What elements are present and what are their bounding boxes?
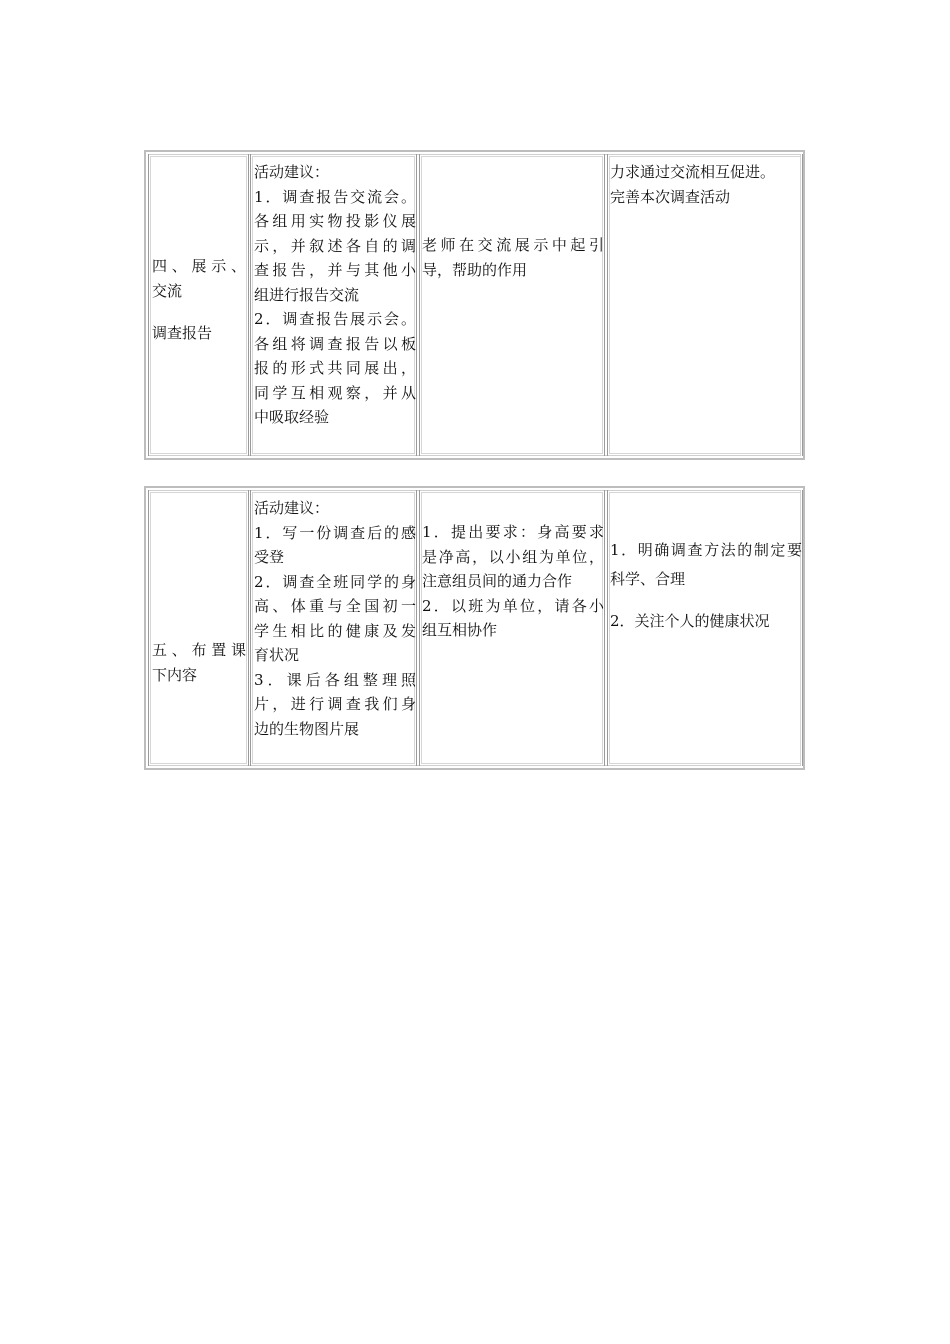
intent-line: 2．关注个人的健康状况: [610, 612, 770, 630]
design-intent-cell: [607, 154, 803, 456]
student-line: 查报告，并与其他小: [254, 261, 416, 279]
stage-line: 交流: [152, 281, 183, 300]
lesson-table-5: [144, 486, 805, 770]
teacher-line: 注意组员间的通力合作: [422, 572, 573, 590]
stage-line: 五、布置课: [152, 641, 246, 659]
intent-line: 力求通过交流相互促进。: [610, 163, 776, 181]
intent-line: 完善本次调查活动: [610, 187, 731, 206]
student-line: 2．调查全班同学的身: [254, 572, 416, 591]
teacher-line: 1．提出要求：身高要求: [422, 523, 604, 541]
stage-cell: [148, 490, 249, 766]
student-activity-cell: [250, 154, 417, 456]
student-line: 学生相比的健康及发: [254, 621, 416, 640]
student-line: 边的生物图片展: [254, 719, 360, 738]
student-line: 3．课后各组整理照: [254, 670, 416, 689]
teacher-line: 组互相协作: [422, 621, 498, 639]
teacher-line: 导，帮助的作用: [422, 260, 528, 279]
teacher-line: 是净高，以小组为单位，: [422, 547, 604, 566]
teacher-line: 2．以班为单位，请各小: [422, 596, 604, 615]
stage-line: 下内容: [152, 665, 198, 684]
student-line: 1．调查报告交流会。: [254, 187, 416, 206]
student-line: 活动建议：: [254, 499, 330, 517]
student-line: 组进行报告交流: [254, 285, 360, 304]
student-line: 受登: [254, 548, 285, 566]
student-line: 1．写一份调查后的感: [254, 523, 416, 542]
design-intent-cell: [607, 490, 803, 766]
student-line: 育状况: [254, 646, 300, 664]
stage-cell: [148, 154, 249, 456]
intent-line: 科学、合理: [610, 569, 686, 588]
student-line: 2．调查报告展示会。: [254, 310, 416, 328]
stage-subtitle: 调查报告: [152, 324, 213, 342]
student-line: 中吸取经验: [254, 408, 330, 426]
student-line: 各组将调查报告以板: [254, 334, 416, 353]
student-line: 各组用实物投影仪展: [254, 212, 416, 230]
student-line: 高、体重与全国初一: [254, 597, 416, 615]
teacher-activity-cell: [419, 154, 605, 456]
student-line: 活动建议：: [254, 163, 330, 181]
student-activity-cell: [250, 490, 417, 766]
lesson-table-4: [144, 150, 805, 460]
student-line: 同学互相观察，并从: [254, 383, 416, 402]
student-line: 报的形式共同展出，: [254, 359, 416, 377]
teacher-activity-cell: [419, 490, 605, 766]
stage-line: 四、展示、: [152, 257, 246, 275]
student-line: 示，并叙述各自的调: [254, 236, 416, 255]
teacher-line: 老师在交流展示中起引: [422, 236, 604, 254]
student-line: 片，进行调查我们身: [254, 695, 416, 713]
intent-line: 1．明确调查方法的制定要: [610, 541, 802, 559]
